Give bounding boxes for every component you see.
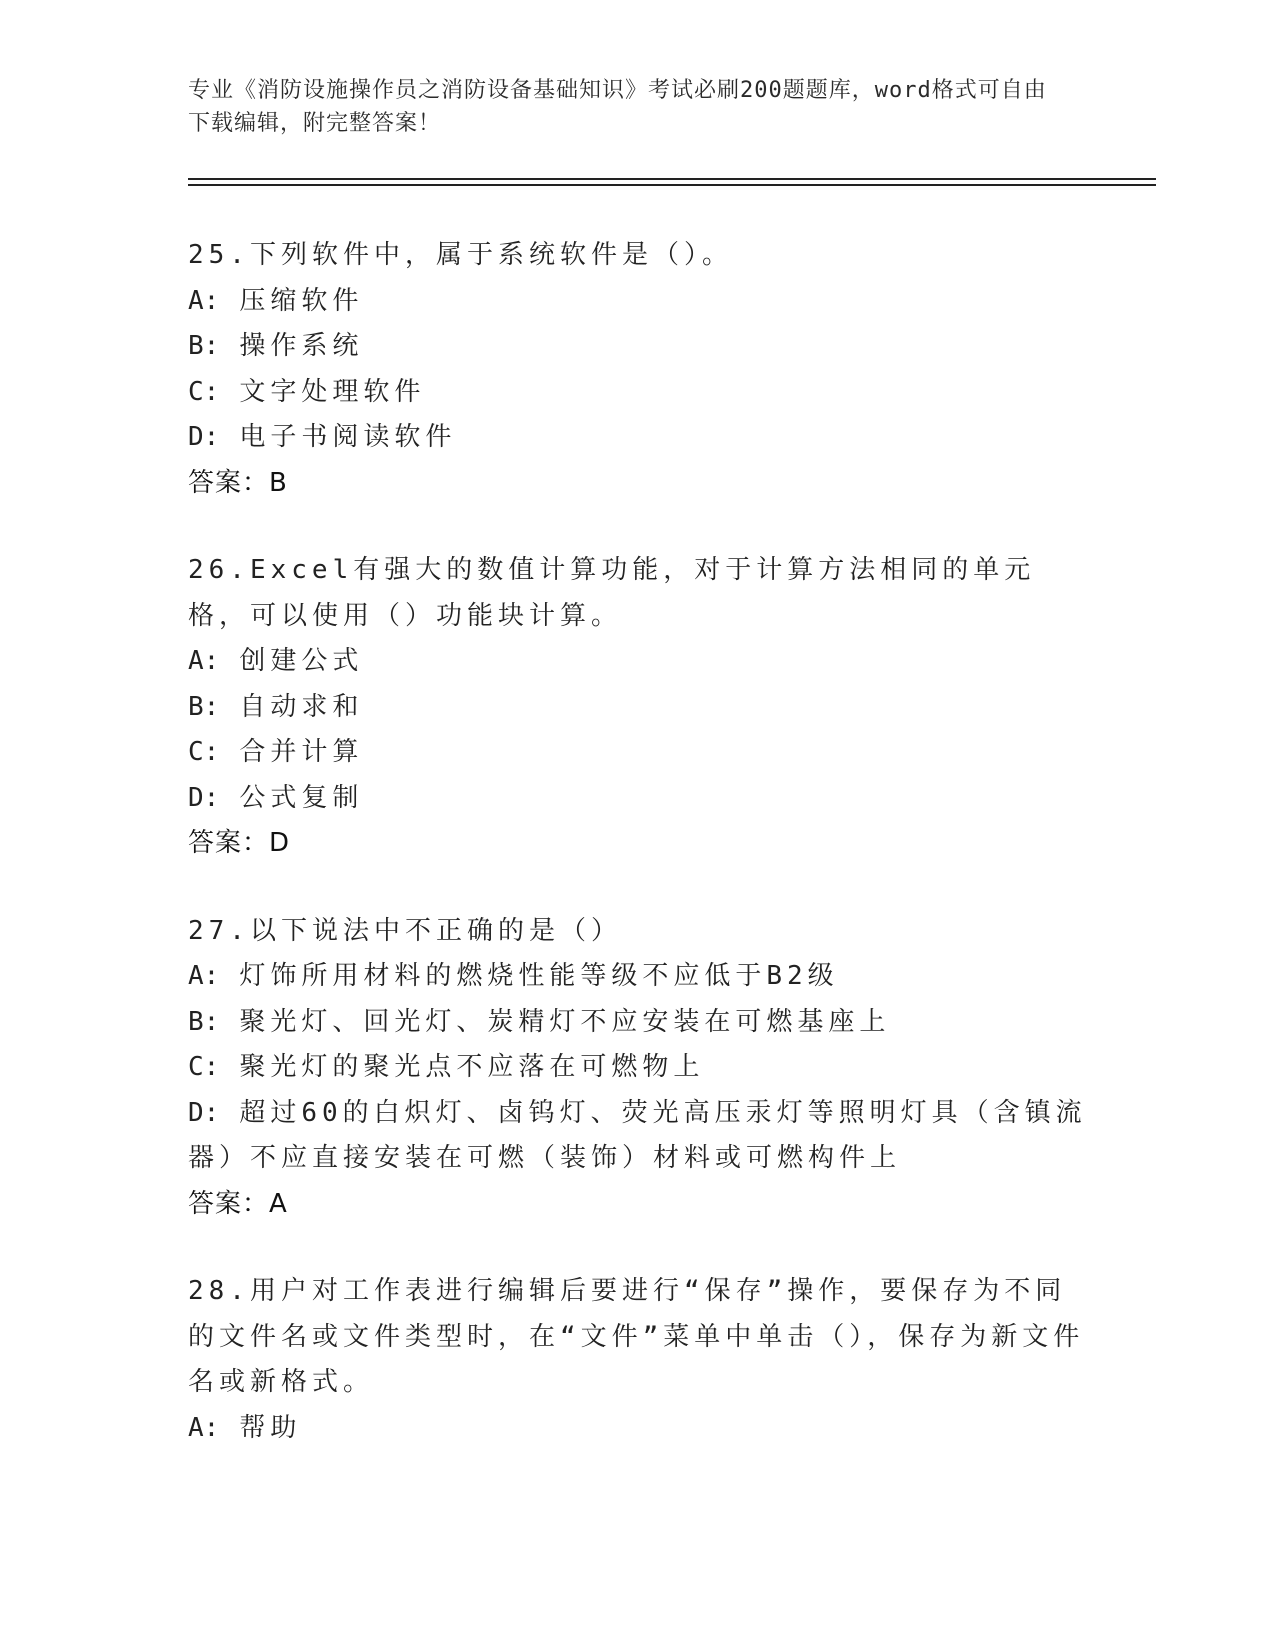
option-c: C: 合并计算 (188, 737, 364, 767)
question-28 (188, 1269, 1088, 1451)
option-a: A: 压缩软件 (188, 285, 364, 316)
option-c: C: 文字处理软件 (188, 376, 426, 407)
question-list (188, 233, 1088, 1493)
option-a: A: 帮助 (188, 1412, 302, 1443)
header-divider-top (188, 178, 1156, 180)
header-divider-bottom (188, 184, 1156, 186)
question-title: 28.用户对工作表进行编辑后要进行“保存”操作，要保存为不同的文件名或文件类型时，在“文件”菜单中单击（），保存为新文件名或新格式。 (188, 1276, 1085, 1397)
option-a: A: 创建公式 (188, 646, 364, 676)
answer-label: 答案：B (188, 467, 288, 498)
option-d: D: 电子书阅读软件 (188, 422, 457, 452)
option-b: B: 操作系统 (188, 331, 364, 361)
question-title: 25.下列软件中，属于系统软件是（）。 (188, 240, 733, 270)
question-title: 27.以下说法中不正确的是（） (188, 915, 622, 946)
answer-label: 答案：A (188, 1188, 288, 1219)
question-27 (188, 909, 1088, 1228)
option-b: B: 聚光灯、回光灯、炭精灯不应安装在可燃基座上 (188, 1006, 891, 1037)
question-25 (188, 233, 1088, 506)
question-26 (188, 548, 1088, 867)
answer-label: 答案：D (188, 828, 291, 858)
option-a: A: 灯饰所用材料的燃烧性能等级不应低于B2级 (188, 961, 839, 991)
document-header: 专业《消防设施操作员之消防设备基础知识》考试必刷200题题库，word格式可自由下载编辑，附完整答案！ (188, 78, 1047, 136)
option-b: B: 自动求和 (188, 691, 364, 722)
option-d: D: 公式复制 (188, 782, 364, 813)
question-title: 26.Excel有强大的数值计算功能，对于计算方法相同的单元格，可以使用（）功能块计算。 (188, 555, 1036, 631)
option-d: D: 超过60的白炽灯、卤钨灯、荧光高压汞灯等照明灯具（含镇流器）不应直接安装在可燃（装饰）材料或可燃构件上 (188, 1097, 1087, 1173)
option-c: C: 聚光灯的聚光点不应落在可燃物上 (188, 1052, 705, 1082)
